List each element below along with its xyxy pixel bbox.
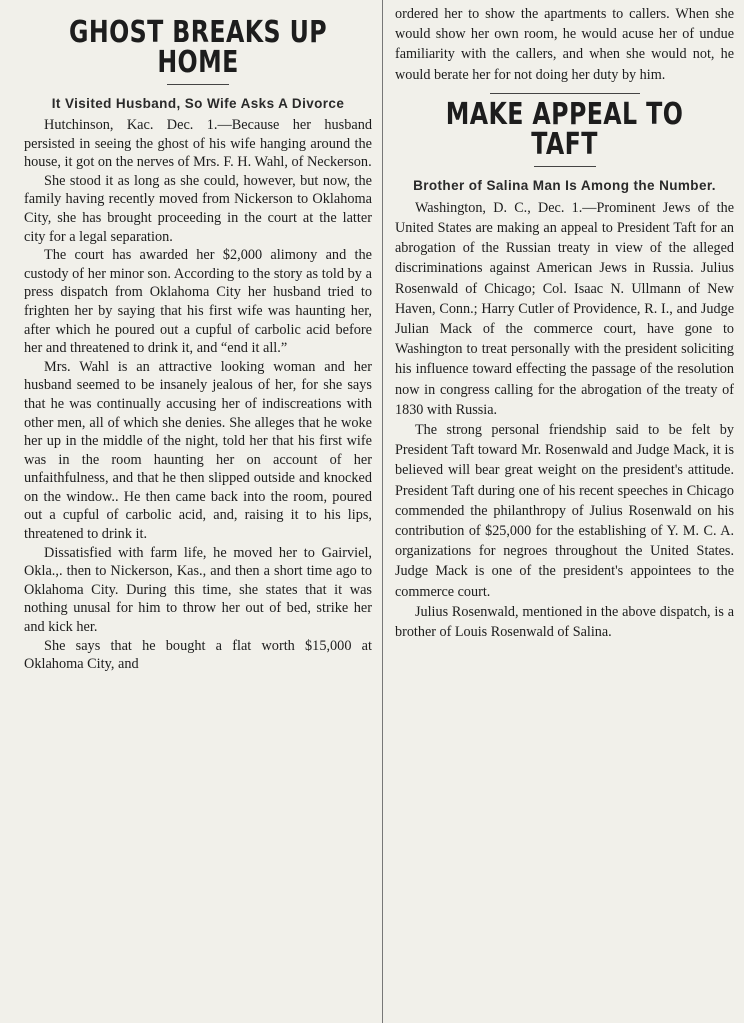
article-headline: MAKE APPEAL TO TAFT [445, 96, 684, 162]
article-paragraph: Hutchinson, Kac. Dec. 1.—Because her husband persisted in seeing the ghost of his wife hanging around the house, it got on the nerves of Mrs. F. H. Wahl, of Neckerson. [24, 117, 372, 171]
article-paragraph: Mrs. Wahl is an attractive looking woman and her husband seemed to be insanely jealous of her, for she says that he was continually accusing her of indiscreations with other men, all of which she denies. She alleges that he woke her up in the middle of the night, told her that his first wife was in the room haunting her on account of her unfaithfulness, and that he then slipped outside and knocked on the window.. He then came back into the room, poured out a cupful of carbolic acid, and, raising it to his lips, threatened to drink it. [24, 358, 372, 543]
article-paragraph: Washington, D. C., Dec. 1.—Prominent Jews of the United States are making an appeal to President Taft for an abrogation of the Russian treaty in view of the alleged discriminations against American Jews in Russia. Julius Rosenwald of Chicago; Col. Isaac N. Ullmann of New Haven, Conn.; Harry Cutler of Providence, R. I., and Judge Julian Mack of the commerce court, have gone to Washington to treat personally with the president soliciting his influence toward effecting the passage of the resolution now in congress calling for the abrogation of the treaty of 1830 with Russia. [395, 199, 734, 418]
article-paragraph: The strong personal friendship said to be felt by President Taft toward Mr. Rosenwald and Judge Mack, it is believed will bear great weight on the president's attitude. President Taft during one of his recent speeches in Chicago commended the philanthropy of Julius Rosenwald on his contribution of $25,000 for the establishing of Y. M. C. A. organizations for negroes throughout the United States. Judge Mack is one of the president's appointees to the commerce court. [395, 422, 734, 600]
article-paragraph: She stood it as long as she could, however, but now, the family having recently moved from Nickerson to Oklahoma City, she has brought proceeding in the court at the latter city for a legal separation. [24, 172, 372, 245]
article-paragraph: She says that he bought a flat worth $15,000 at Oklahoma City, and [24, 637, 372, 673]
continued-paragraph: ordered her to show the apartments to callers. When she would show her own room, he would acuse her of undue familiarity with the callers, and when she would not, he would berate her for not doing her duty by him. [395, 6, 734, 83]
headline-rule [534, 166, 596, 167]
article-separator-rule [490, 93, 640, 94]
article-paragraph: Julius Rosenwald, mentioned in the above dispatch, is a brother of Louis Rosenwald of Salina. [395, 603, 734, 641]
column-divider [382, 0, 383, 1023]
right-column [389, 0, 744, 642]
headline-rule [167, 84, 229, 85]
left-column [0, 0, 380, 674]
article-paragraph: Dissatisfied with farm life, he moved her to Gairviel, Okla.,. then to Nickerson, Kas., and then a short time ago to Oklahoma City. During this time, she states that it was nothing unusal for him to throw her out of bed, strike her and kick her. [24, 544, 372, 636]
article-paragraph: The court has awarded her $2,000 alimony and the custody of her minor son. According to the story as told by a press dispatch from Oklahoma City her husband tried to frighten her by saying that his first wife was haunting her, after which he poured out a cupful of carbolic acid before her and threatened to drink it, and “end it all.” [24, 247, 372, 357]
article-subhead: It Visited Husband, So Wife Asks A Divorce [51, 96, 345, 111]
article-headline: GHOST BREAKS UP HOME [68, 15, 327, 80]
article-subhead: Brother of Salina Man Is Among the Number. [413, 177, 716, 193]
